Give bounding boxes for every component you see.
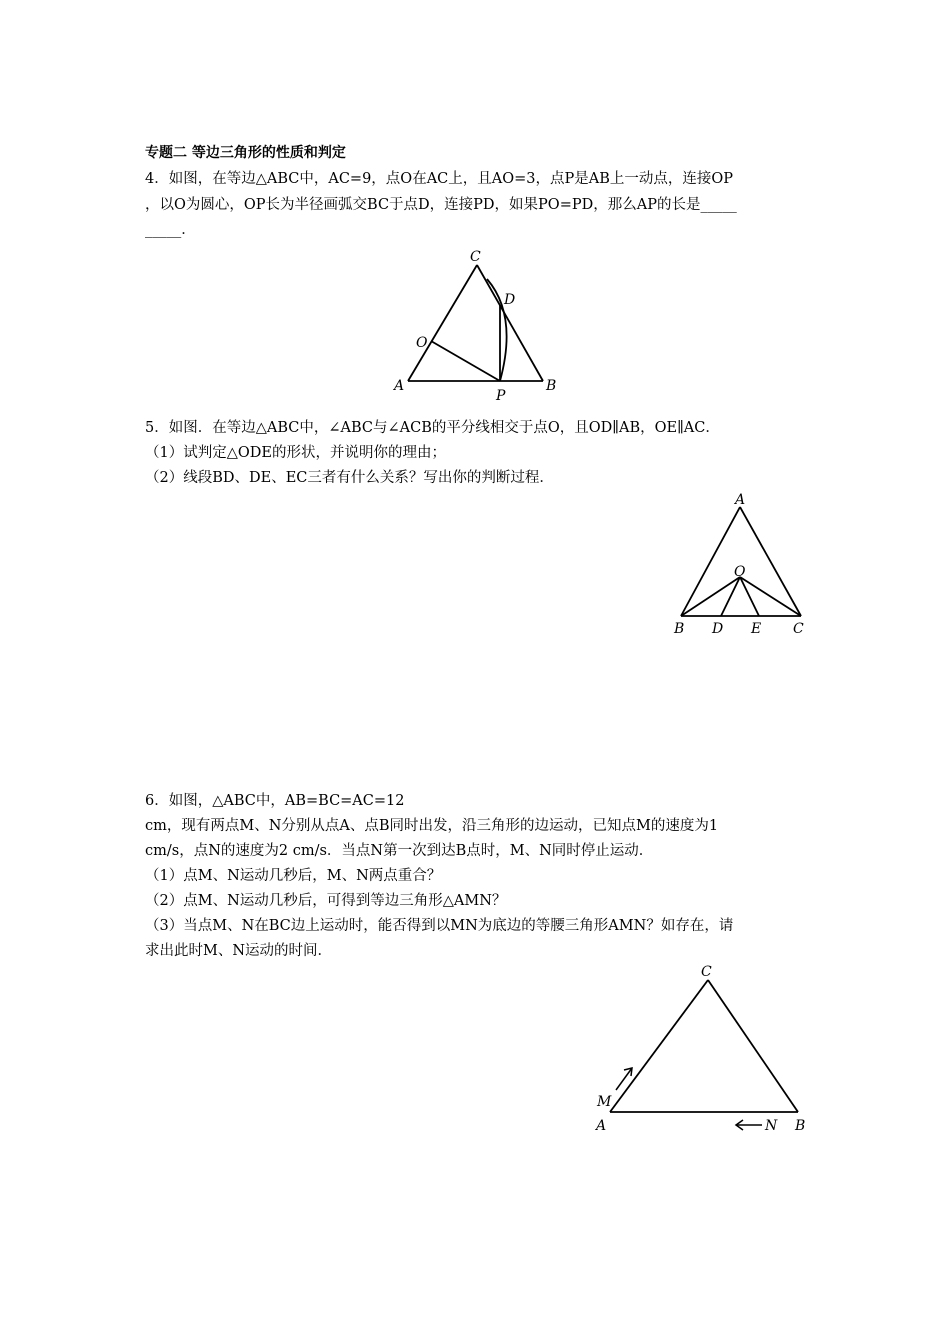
q5-label-o: O [734,564,746,580]
q4-figure [390,245,565,410]
q4-segment-op [431,341,500,381]
q5-text-line-2: （1）试判定△ODE的形状，并说明你的理由； [145,445,446,461]
q6-side-ac [610,980,708,1112]
q6-figure [590,960,820,1140]
q6-side-cb [708,980,798,1112]
q6-label-a: A [596,1118,607,1134]
q6-label-c: C [701,964,712,980]
q6-label-b: B [795,1118,806,1134]
q5-label-e: E [751,621,762,637]
section-title: 专题二 等边三角形的性质和判定 [145,145,346,161]
q5-side-ab [681,507,740,616]
arrow-left-icon [736,1120,762,1130]
q5-label-d: D [712,621,724,637]
q4-label-c: C [470,249,481,265]
q5-label-b: B [674,621,685,637]
q4-side-cb [477,265,543,381]
q5-label-a: A [735,492,746,508]
q6-text-line-5: （2）点M、N运动几秒后，可得到等边三角形△AMN？ [145,893,507,909]
q4-text-line-2: ，以O为圆心，OP长为半径画弧交BC于点D，连接PD，如果PO=PD，那么AP的长是_____ [145,197,737,213]
q6-text-line-4: （1）点M、N运动几秒后，M、N两点重合？ [145,868,442,884]
q4-label-p: P [496,388,506,404]
q6-text-line-2: cm，现有两点M、N分别从点A、点B同时出发，沿三角形的边运动，已知点M的速度为1 [145,818,719,834]
q4-label-b: B [546,378,557,394]
q6-text-line-1: 6．如图，△ABC中，AB=BC=AC=12 [145,793,405,809]
q6-text-line-6: （3）当点M、N在BC边上运动时，能否得到以MN为底边的等腰三角形AMN？如存在，请 [145,918,734,934]
q6-label-n: N [765,1118,778,1134]
q5-figure [665,490,815,640]
q4-text-line-3: _____． [145,222,196,238]
q4-label-a: A [394,378,405,394]
q6-label-m: M [597,1094,612,1110]
q5-text-line-1: 5．如图．在等边△ABC中，∠ABC与∠ACB的平分线相交于点O，且OD∥AB，OE∥AC． [145,420,720,436]
q5-text-line-3: （2）线段BD、DE、EC三者有什么关系？写出你的判断过程． [145,470,554,486]
q5-label-c: C [793,621,804,637]
q6-text-line-7: 求出此时M、N运动的时间． [145,943,333,959]
q4-text-line-1: 4．如图，在等边△ABC中，AC=9，点O在AC上，且AO=3，点P是AB上一动点，连接OP [145,171,734,187]
q4-label-d: D [504,292,516,308]
q4-side-ac [408,265,477,381]
q4-label-o: O [416,335,428,351]
q5-side-ac [740,507,801,616]
q6-text-line-3: cm/s，点N的速度为2 cm/s．当点N第一次到达B点时，M、N同时停止运动． [145,843,654,859]
